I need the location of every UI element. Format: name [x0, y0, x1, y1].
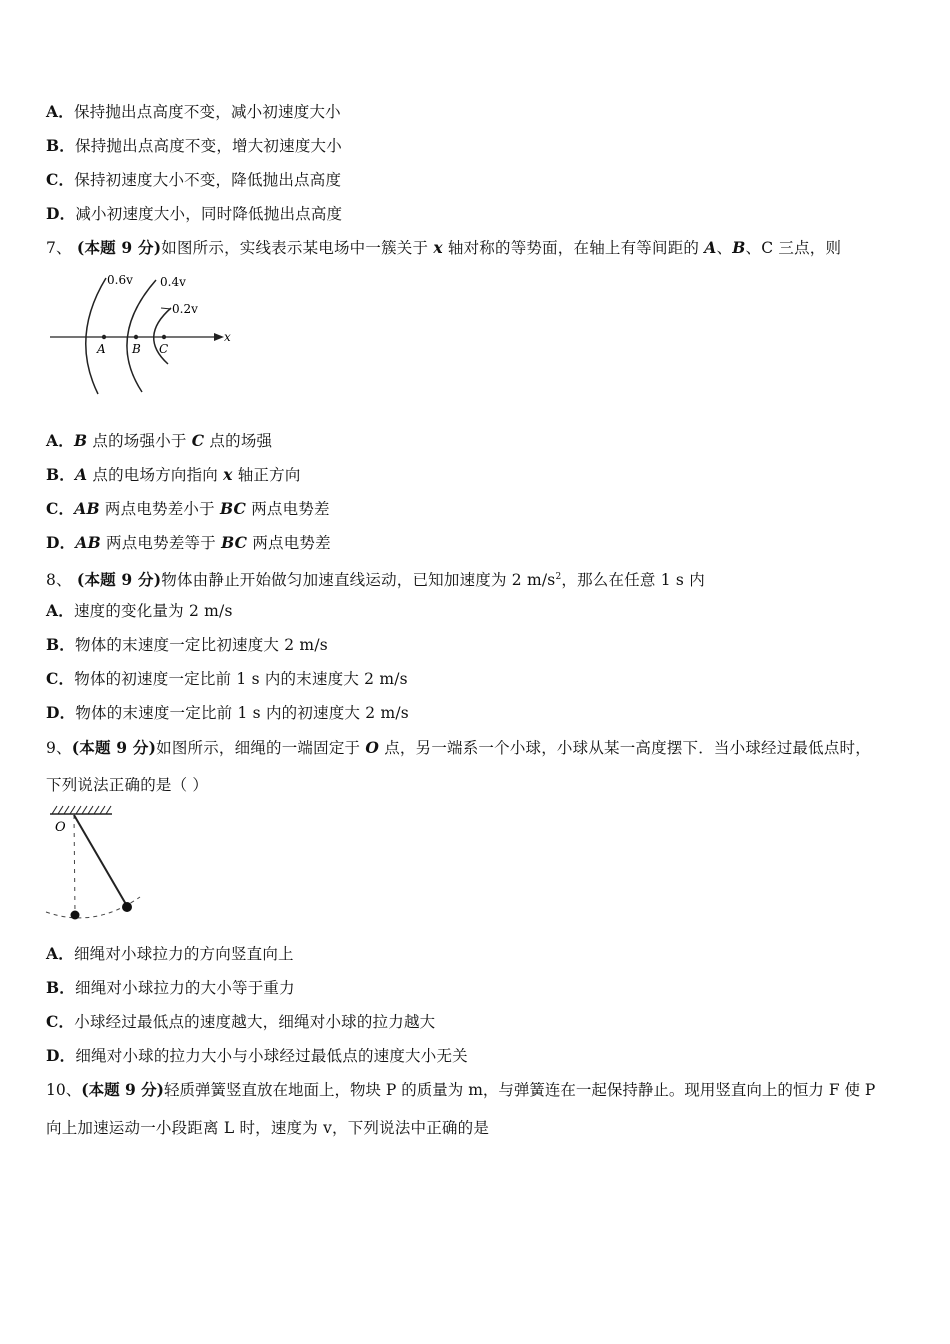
q8-stem: 8、 (本题 9 分)物体由静止开始做匀加速直线运动，已知加速度为 2 $m/s^2$，那么在任意 1 s 内: [46, 570, 705, 590]
q7-option-c: C．AB 两点电势差小于 BC 两点电势差: [46, 499, 330, 518]
q9-stem-line2: 下列说法正确的是（ ）: [46, 776, 209, 794]
point-c: [162, 335, 166, 339]
q9-pendulum-figure: [44, 804, 149, 926]
pivot-label: O: [55, 820, 66, 835]
q7-option-d: D．AB 两点电势差等于 BC 两点电势差: [46, 533, 331, 552]
label-0.4v: 0.4v: [160, 275, 186, 289]
q6-option-c: C．保持初速度大小不变，降低抛出点高度: [46, 170, 342, 189]
point-b: [134, 335, 138, 339]
point-b-label: B: [132, 342, 141, 356]
label-leader-0.2v: [161, 308, 171, 309]
q8-option-d: D．物体的末速度一定比前 1 s 内的初速度大 2 m/s: [46, 703, 409, 722]
q6-option-d: D．减小初速度大小，同时降低抛出点高度: [46, 204, 343, 223]
q9-stem: 9、(本题 9 分)如图所示，细绳的一端固定于 O 点，另一端系一个小球，小球从某一高度摆下．当小球经过最低点时，: [46, 738, 871, 757]
vertical-dashed-line: [74, 815, 75, 914]
q6-option-a: A．保持抛出点高度不变，减小初速度大小: [46, 102, 341, 121]
ceiling-hatch: [52, 806, 111, 814]
label-0.6v: 0.6v: [107, 273, 133, 287]
q10-stem-line2: 向上加速运动一小段距离 L 时，速度为 v，下列说法中正确的是: [46, 1119, 490, 1137]
point-a-label: A: [97, 342, 106, 356]
q9-option-c: C．小球经过最低点的速度越大，细绳对小球的拉力越大: [46, 1012, 436, 1031]
point-a: [102, 335, 106, 339]
q7-option-a: A．B 点的场强小于 C 点的场强: [46, 431, 273, 450]
label-0.2v: 0.2v: [172, 302, 198, 316]
q7-equipotential-figure: [46, 268, 246, 398]
x-axis-label: x: [224, 330, 231, 344]
ball: [122, 902, 132, 912]
q9-option-a: A．细绳对小球拉力的方向竖直向上: [46, 944, 294, 963]
q10-stem: 10、(本题 9 分)轻质弹簧竖直放在地面上，物块 P 的质量为 m，与弹簧连在一起保持静止。现用竖直向上的恒力 F 使 P: [46, 1080, 876, 1099]
ball-lowest: [71, 911, 80, 920]
string-line: [74, 815, 127, 906]
x-axis-arrow-icon: [214, 333, 224, 341]
q6-option-b: B．保持抛出点高度不变，增大初速度大小: [46, 136, 342, 155]
q8-option-b: B．物体的末速度一定比初速度大 2 m/s: [46, 635, 328, 654]
q7-stem: 7、 (本题 9 分)如图所示，实线表示某电场中一簇关于 x 轴对称的等势面，在轴上有等间距的 A、B、C 三点，则: [46, 238, 842, 257]
point-c-label: C: [159, 342, 169, 356]
q9-option-d: D．细绳对小球的拉力大小与小球经过最低点的速度大小无关: [46, 1046, 468, 1065]
q8-option-a: A．速度的变化量为 2 m/s: [46, 601, 233, 620]
q9-option-b: B．细绳对小球拉力的大小等于重力: [46, 978, 295, 997]
equipotential-0.4v: [127, 280, 156, 392]
q8-option-c: C．物体的初速度一定比前 1 s 内的末速度大 2 m/s: [46, 669, 408, 688]
q7-option-b: B．A 点的电场方向指向 x 轴正方向: [46, 465, 301, 484]
